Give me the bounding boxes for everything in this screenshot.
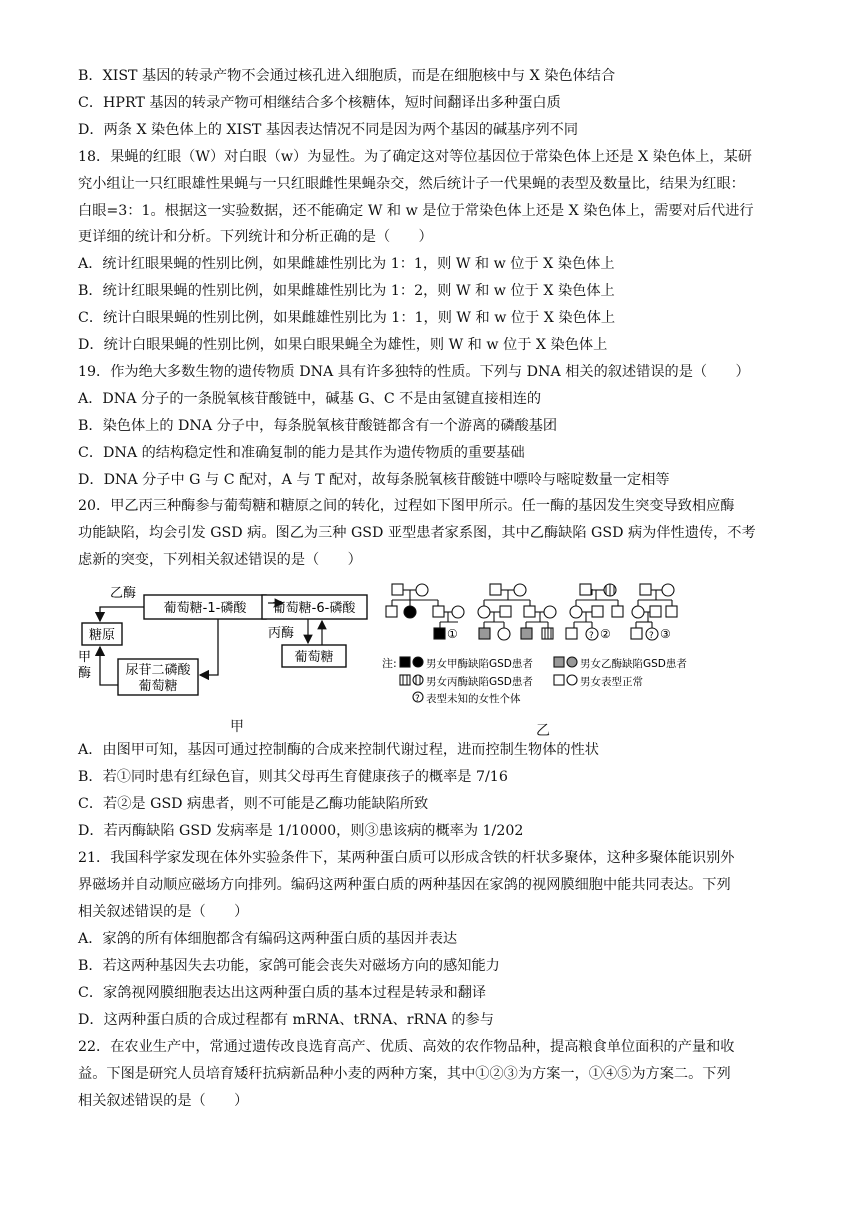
text-line: 虑新的突变，下列相关叙述错误的是（ ） [78,552,362,569]
g1p-label: 葡萄糖-1-磷酸 [163,601,247,616]
text-line: 20．甲乙丙三种酶参与葡萄糖和糖原之间的转化，过程如下图甲所示。任一酶的基因发生突变导致相应酶 [78,498,735,515]
text-line: B．若①同时患有红绿色盲，则其父母再生育健康孩子的概率是 7/16 [78,769,508,785]
text-line: D．DNA 分子中 G 与 C 配对，A 与 T 配对，故每条脱氧核苷酸链中嘌呤与嘧啶数量一定相等 [78,471,670,488]
legend-prefix: 注: [382,657,397,670]
udpg-label-2: 葡萄糖 [138,679,178,694]
figure-jia-caption: 甲 [230,719,244,735]
text-line: A．DNA 分子的一条脱氧核苷酸链中，碱基 G、C 不是由氢键直接相连的 [78,390,542,407]
enzyme-bing-label: 丙酶 [268,626,295,641]
text-line: D．统计白眼果蝇的性别比例，如果白眼果蝇全为雄性，则 W 和 w 位于 X 染色体上 [78,337,608,353]
text-line: C．若②是 GSD 病患者，则不可能是乙酶功能缺陷所致 [78,796,429,812]
legend-normal: 男女表型正常 [580,676,643,688]
text-line: 更详细的统计和分析。下列统计和分析正确的是（ ） [78,229,433,246]
text-line: 19．作为绝大多数生物的遗传物质 DNA 具有许多独特的性质。下列与 DNA 相关的叙述错误的是（ ） [78,363,750,380]
enzyme-yi-label: 乙酶 [110,586,137,601]
glycogen-label: 糖原 [88,628,116,643]
text-line: B．若这两种基因失去功能，家鸽可能会丧失对磁场方向的感知能力 [78,958,500,974]
text-line: D．这两种蛋白质的合成过程都有 mRNA、tRNA、rRNA 的参与 [78,1012,494,1028]
text-line: C．HPRT 基因的转录产物可相继结合多个核糖体，短时间翻译出多种蛋白质 [78,94,561,111]
text-line: 白眼=3：1。根据这一实验数据，还不能确定 W 和 w 是位于常染色体上还是 X 染色体上，需要对后代进行 [78,202,754,219]
text-line: C．DNA 的结构稳定性和准确复制的能力是其作为遗传物质的重要基础 [78,444,525,461]
legend-jia: 男女甲酶缺陷GSD患者 [426,658,533,670]
text-line: 21．我国科学家发现在体外实验条件下，某两种蛋白质可以形成含铁的杆状多聚体，这种多聚体能识别外 [78,850,735,866]
g6p-label: 葡萄糖-6-磷酸 [272,601,356,616]
text-line: 相关叙述错误的是（ ） [78,1093,249,1109]
text-line: 22．在农业生产中，常通过遗传改良选育高产、优质、高效的农作物品种，提高粮食单位面积的产量和收 [78,1039,735,1055]
pedigree-label-2: ② [600,627,611,641]
text-line: A．家鸽的所有体细胞都含有编码这两种蛋白质的基因并表达 [78,931,458,947]
text-line: 相关叙述错误的是（ ） [78,904,249,920]
legend-yi: 男女乙酶缺陷GSD患者 [580,658,687,670]
text-line: C．家鸽视网膜细胞表达出这两种蛋白质的基本过程是转录和翻译 [78,985,487,1001]
text-line: 究小组让一只红眼雄性果蝇与一只红眼雌性果蝇杂交，然后统计子一代果蝇的表型及数量比，结果为红眼： [78,175,745,192]
enzyme-jia-label-1: 甲 [78,650,92,665]
figure-yi-caption: 乙 [536,723,550,739]
text-line: A．统计红眼果蝇的性别比例，如果雌雄性别比为 1：1，则 W 和 w 位于 X 染色体上 [78,256,615,273]
text-line: A．由图甲可知，基因可通过控制酶的合成来控制代谢过程，进而控制生物体的性状 [78,742,599,758]
text-line: 益。下图是研究人员培育矮秆抗病新品种小麦的两种方案，其中①②③为方案一，①④⑤为方案二。下列 [78,1066,731,1082]
text-line: 18．果蝇的红眼（W）对白眼（w）为显性。为了确定这对等位基因位于常染色体上还是 X 染色体上，某研 [78,148,752,165]
text-line: 功能缺陷，均会引发 GSD 病。图乙为三种 GSD 亚型患者家系图，其中乙酶缺陷 GSD 病为伴性遗传，不考 [78,525,756,542]
legend-bing: 男女丙酶缺陷GSD患者 [426,676,533,688]
pedigree-label-1: ① [447,627,458,641]
text-line: C．统计白眼果蝇的性别比例，如果雌雄性别比为 1：1，则 W 和 w 位于 X 染色体上 [78,310,616,327]
text-line: B．染色体上的 DNA 分子中，每条脱氧核苷酸链都含有一个游离的磷酸基团 [78,417,558,434]
q-mark-2: ? [589,631,594,641]
enzyme-jia-label-2: 酶 [78,666,92,681]
pedigree-label-3: ③ [660,627,671,641]
text-line: B．统计红眼果蝇的性别比例，如果雌雄性别比为 1：2，则 W 和 w 位于 X 染色体上 [78,283,615,300]
text-line: D．若丙酶缺陷 GSD 发病率是 1/10000，则③患该病的概率为 1/202 [78,823,524,839]
text-line: B．XIST 基因的转录产物不会通过核孔进入细胞质，而是在细胞核中与 X 染色体结合 [78,68,616,84]
figure-yi-pedigree [380,580,710,710]
figure-jia-metabolic-pathway [78,585,378,700]
udpg-label-1: 尿苷二磷酸 [125,663,191,678]
text-line: D．两条 X 染色体上的 XIST 基因表达情况不同是因为两个基因的碱基序列不同 [78,121,579,138]
text-line: 界磁场并自动顺应磁场方向排列。编码这两种蛋白质的两种基因在家鸽的视网膜细胞中能共同表达。下列 [78,877,731,893]
glucose-label: 葡萄糖 [294,650,334,665]
q-mark-3: ? [649,631,654,641]
q-mark-legend: ? [415,694,420,704]
legend-unknown: 表型未知的女性个体 [426,693,521,705]
